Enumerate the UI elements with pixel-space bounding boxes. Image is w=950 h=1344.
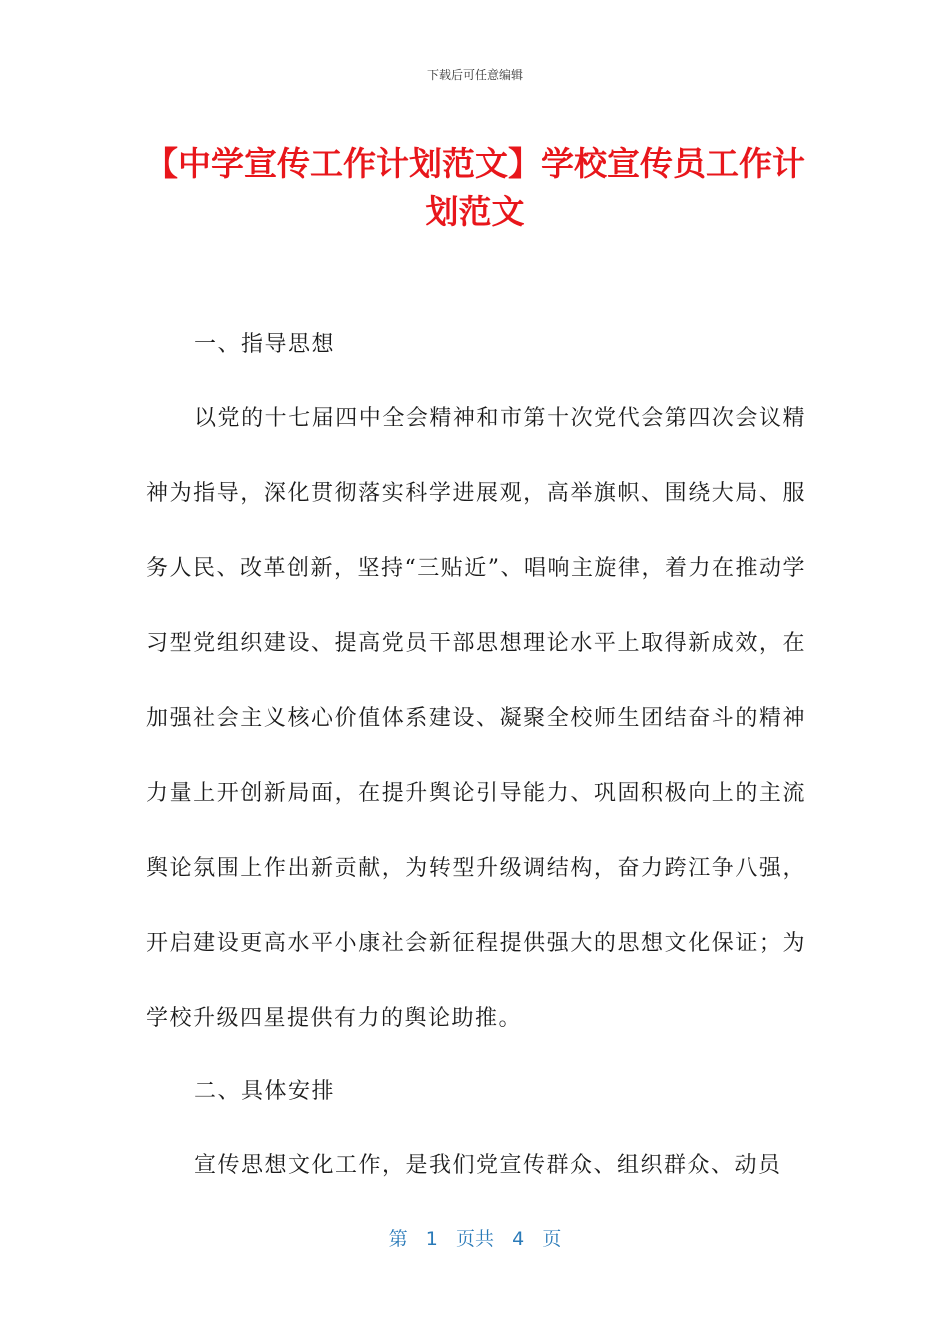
footer-label-total: 页共 <box>455 1228 494 1250</box>
footer-label-end: 页 <box>542 1228 562 1250</box>
section-body-arrangements <box>146 1128 806 1203</box>
document-title: 【中学宣传工作计划范文】学校宣传员工作计划范文 <box>145 144 805 231</box>
paragraph: 以党的十七届四中全会精神和市第十次党代会第四次会议精神为指导，深化贯彻落实科学进展观，高举旗帜、围绕大局、服务人民、改革创新，坚持“三贴近”、唱响主旋律，着力在推动学习型党组织建设、提高党员干部思想理论水平上取得新成效，在加强社会主义核心价值体系建设、凝聚全校师生团结奋斗的精神力量上开创新局面，在提升舆论引导能力、巩固积极向上的主流舆论氛围上作出新贡献，为转型升级调结构，奋力跨江争八强，开启建设更高水平小康社会新征程提供强大的思想文化保证；为学校升级四星提供有力的舆论助推。 <box>146 406 806 1031</box>
paragraph: 宣传思想文化工作，是我们党宣传群众、组织群众、动员 <box>194 1153 782 1178</box>
footer-total-pages: 4 <box>512 1228 525 1250</box>
section-heading-arrangements: 二、具体安排 <box>194 1079 336 1104</box>
section-heading-guiding-ideology: 一、指导思想 <box>194 332 336 357</box>
header-note: 下载后可任意编辑 <box>426 68 523 82</box>
page-footer <box>0 1225 950 1253</box>
footer-label-page: 第 <box>388 1228 408 1250</box>
footer-current-page: 1 <box>425 1228 438 1250</box>
section-body-guiding-ideology <box>146 381 806 1056</box>
